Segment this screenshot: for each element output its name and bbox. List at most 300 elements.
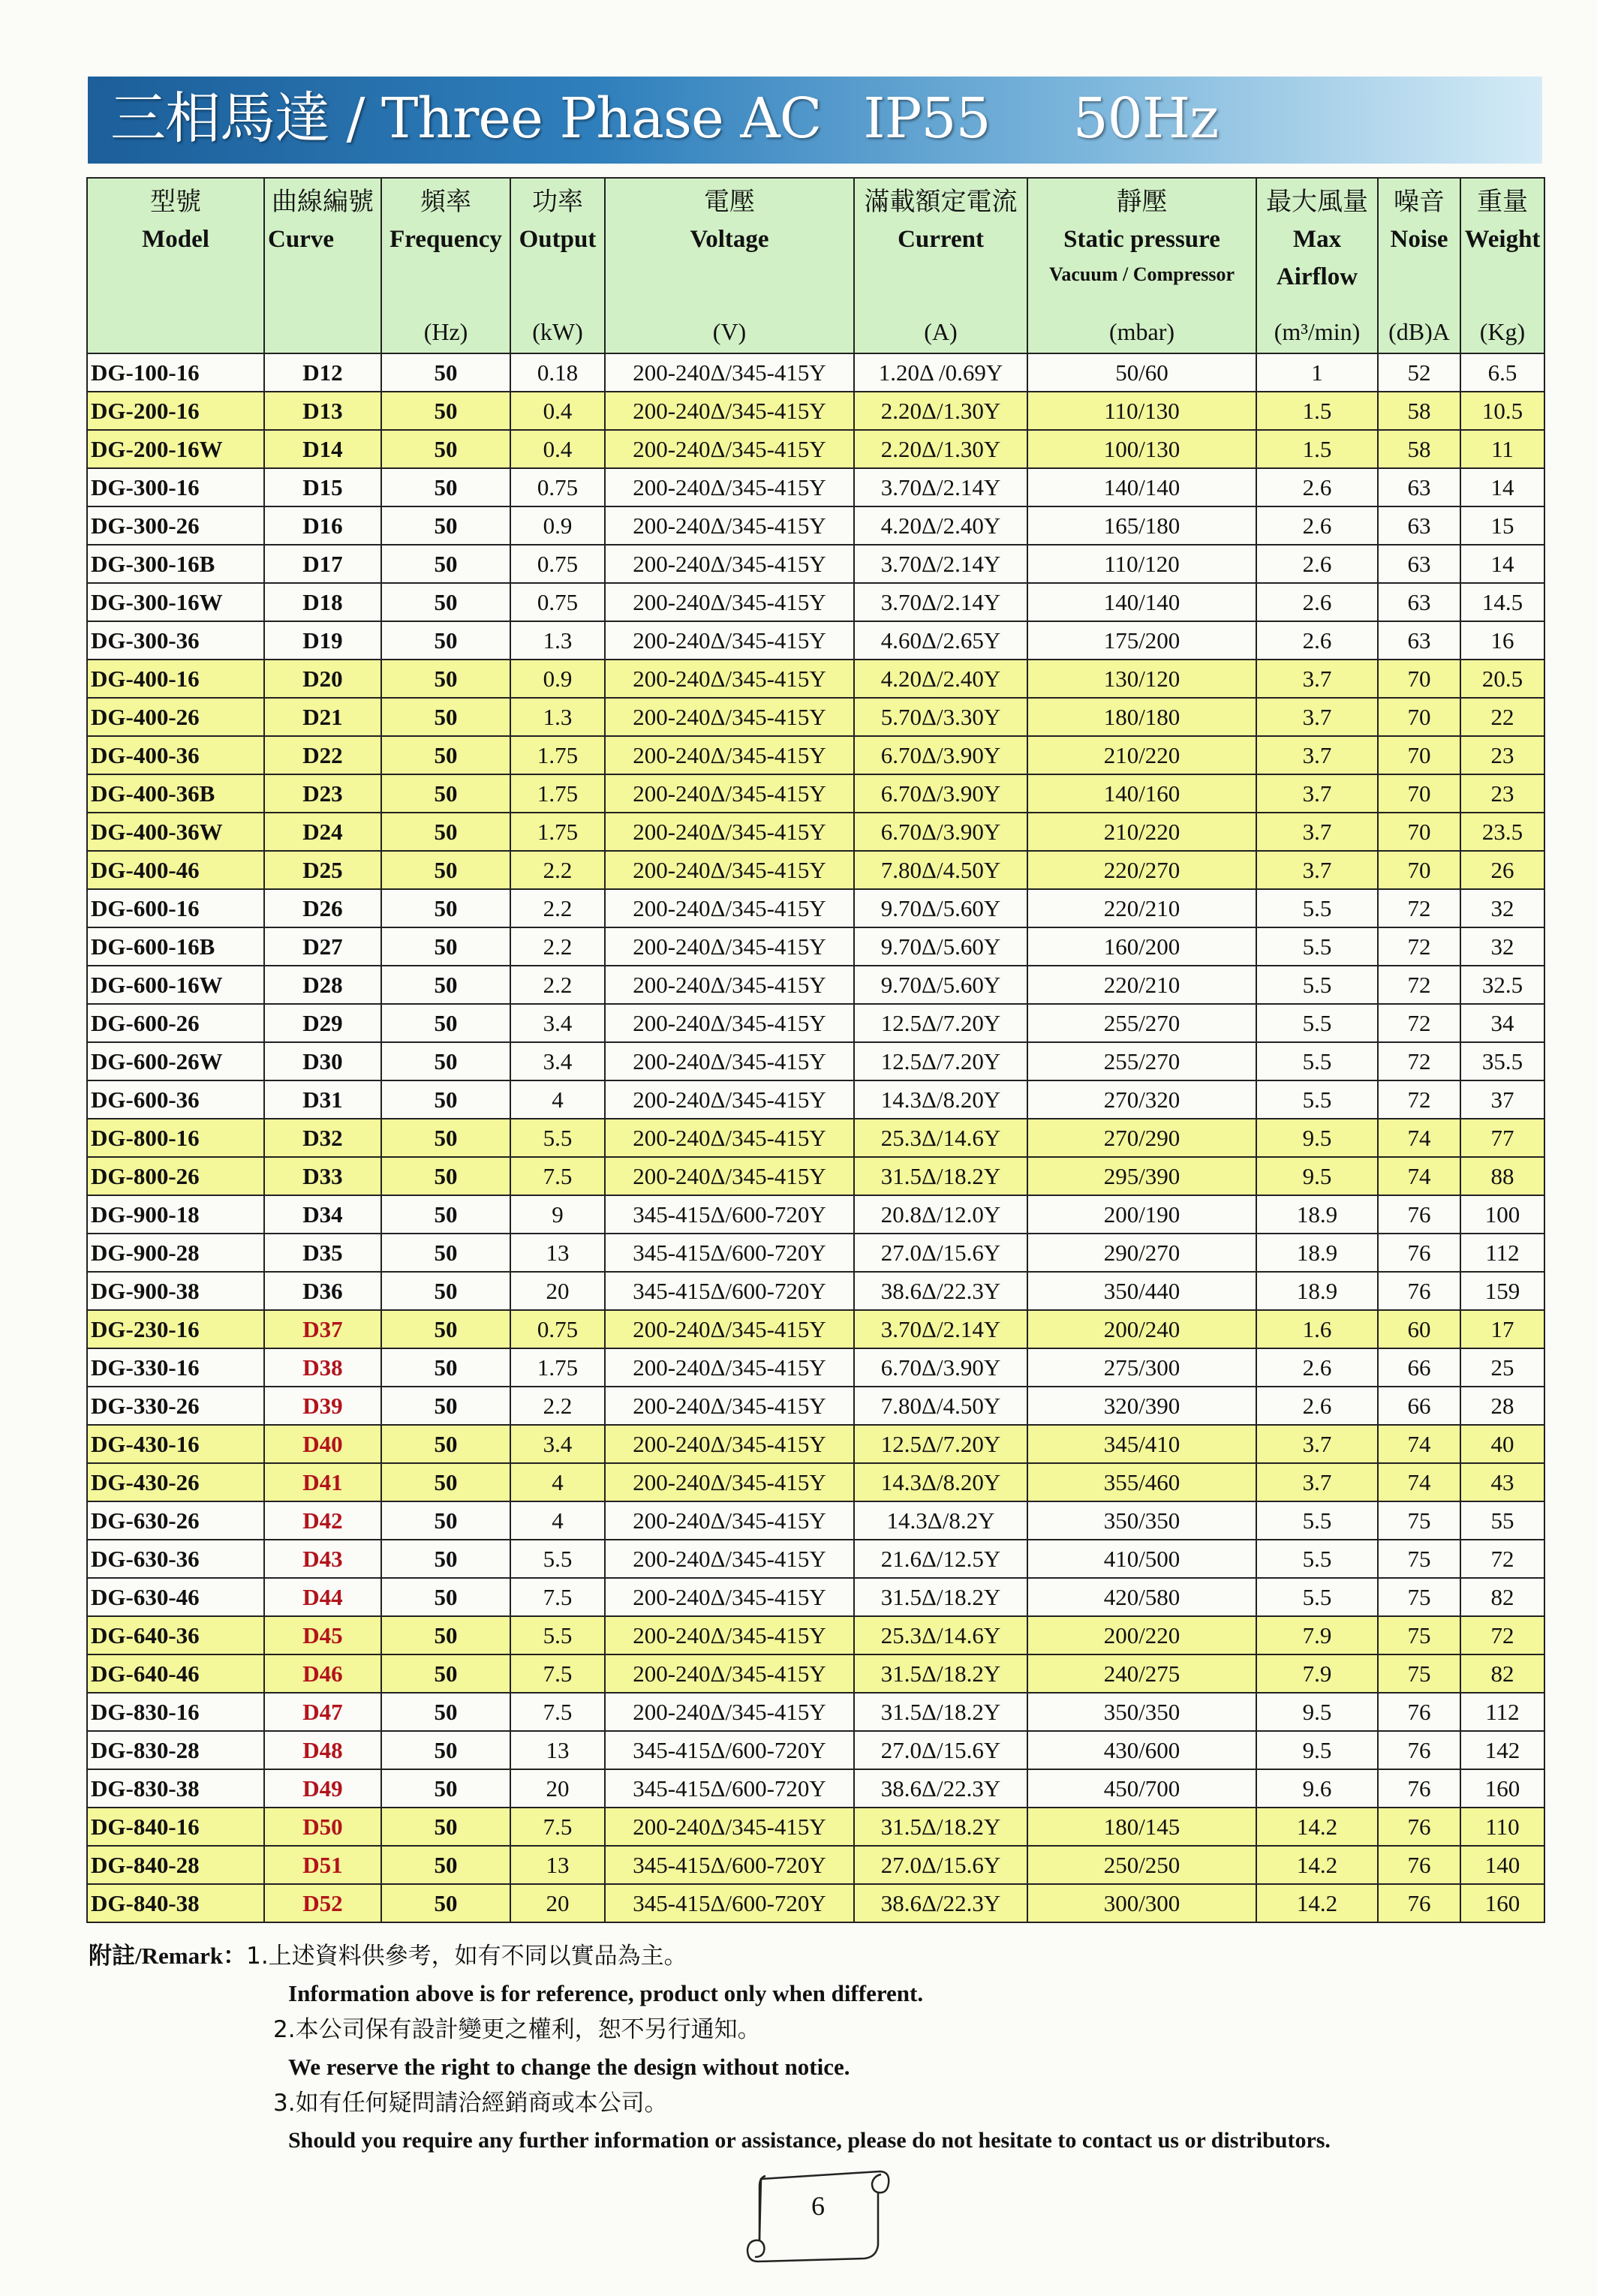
current-cell: 14.3Δ/8.20Y: [854, 1463, 1027, 1501]
table-row: [87, 774, 1544, 813]
remark-2-cn: 2.本公司保有設計變更之權利，恕不另行通知。: [273, 2016, 761, 2043]
pressure-cell: 320/390: [1027, 1387, 1256, 1425]
frequency-cell: 50: [381, 698, 510, 736]
frequency-cell: 50: [381, 353, 510, 392]
weight-cell: 72: [1460, 1540, 1544, 1578]
current-cell: 4.20Δ/2.40Y: [854, 660, 1027, 698]
output-cell: 7.5: [510, 1578, 605, 1616]
table-row: [87, 1119, 1544, 1157]
table-header-row: [87, 178, 1544, 353]
weight-cell: 23: [1460, 736, 1544, 774]
table-row: [87, 1310, 1544, 1348]
weight-cell: 32: [1460, 889, 1544, 927]
current-cell: 14.3Δ/8.2Y: [854, 1501, 1027, 1540]
noise-cell: 63: [1378, 468, 1460, 506]
voltage-cell: 200-240Δ/345-415Y: [605, 1501, 854, 1540]
model-cell: DG-600-36: [87, 1080, 264, 1119]
curve-cell: D18: [264, 583, 381, 621]
current-cell: 3.70Δ/2.14Y: [854, 583, 1027, 621]
model-cell: DG-300-16B: [87, 545, 264, 583]
header-current: 滿載額定電流 Current (A): [854, 178, 1027, 353]
airflow-cell: 5.5: [1256, 927, 1378, 966]
airflow-cell: 18.9: [1256, 1195, 1378, 1234]
pressure-cell: 220/210: [1027, 966, 1256, 1004]
frequency-cell: 50: [381, 1463, 510, 1501]
airflow-cell: 5.5: [1256, 1540, 1378, 1578]
output-cell: 0.75: [510, 468, 605, 506]
voltage-cell: 200-240Δ/345-415Y: [605, 1808, 854, 1846]
pressure-cell: 140/140: [1027, 583, 1256, 621]
weight-cell: 142: [1460, 1731, 1544, 1769]
model-cell: DG-630-26: [87, 1501, 264, 1540]
table-row: [87, 583, 1544, 621]
current-cell: 12.5Δ/7.20Y: [854, 1425, 1027, 1463]
table-row: [87, 1693, 1544, 1731]
current-cell: 27.0Δ/15.6Y: [854, 1731, 1027, 1769]
pressure-cell: 450/700: [1027, 1769, 1256, 1808]
frequency-cell: 50: [381, 1348, 510, 1387]
table-row: [87, 1463, 1544, 1501]
model-cell: DG-900-28: [87, 1234, 264, 1272]
frequency-cell: 50: [381, 1769, 510, 1808]
frequency-cell: 50: [381, 774, 510, 813]
airflow-cell: 5.5: [1256, 889, 1378, 927]
noise-cell: 72: [1378, 966, 1460, 1004]
table-row: [87, 545, 1544, 583]
curve-cell: D24: [264, 813, 381, 851]
current-cell: 6.70Δ/3.90Y: [854, 813, 1027, 851]
table-row: [87, 966, 1544, 1004]
table-row: [87, 1348, 1544, 1387]
table-body: [87, 353, 1544, 1922]
table-row: [87, 1808, 1544, 1846]
current-cell: 9.70Δ/5.60Y: [854, 889, 1027, 927]
voltage-cell: 345-415Δ/600-720Y: [605, 1234, 854, 1272]
noise-cell: 72: [1378, 1080, 1460, 1119]
header-weight: 重量 Weight (Kg): [1460, 178, 1544, 353]
noise-cell: 63: [1378, 545, 1460, 583]
noise-cell: 58: [1378, 430, 1460, 468]
model-cell: DG-400-26: [87, 698, 264, 736]
table-row: [87, 392, 1544, 430]
table-row: [87, 1080, 1544, 1119]
curve-cell: D52: [264, 1884, 381, 1922]
airflow-cell: 1: [1256, 353, 1378, 392]
noise-cell: 75: [1378, 1501, 1460, 1540]
pressure-cell: 140/160: [1027, 774, 1256, 813]
weight-cell: 160: [1460, 1884, 1544, 1922]
airflow-cell: 14.2: [1256, 1808, 1378, 1846]
weight-cell: 23: [1460, 774, 1544, 813]
model-cell: DG-600-26: [87, 1004, 264, 1042]
output-cell: 1.75: [510, 774, 605, 813]
frequency-cell: 50: [381, 468, 510, 506]
output-cell: 4: [510, 1463, 605, 1501]
curve-cell: D47: [264, 1693, 381, 1731]
curve-cell: D32: [264, 1119, 381, 1157]
output-cell: 4: [510, 1080, 605, 1119]
weight-cell: 6.5: [1460, 353, 1544, 392]
frequency-cell: 50: [381, 1616, 510, 1654]
voltage-cell: 200-240Δ/345-415Y: [605, 583, 854, 621]
output-cell: 1.75: [510, 813, 605, 851]
banner-title: [110, 81, 1218, 156]
noise-cell: 72: [1378, 889, 1460, 927]
noise-cell: 74: [1378, 1463, 1460, 1501]
voltage-cell: 200-240Δ/345-415Y: [605, 468, 854, 506]
pressure-cell: 180/180: [1027, 698, 1256, 736]
frequency-cell: 50: [381, 1654, 510, 1693]
frequency-cell: 50: [381, 1808, 510, 1846]
voltage-cell: 345-415Δ/600-720Y: [605, 1731, 854, 1769]
voltage-cell: 200-240Δ/345-415Y: [605, 698, 854, 736]
pressure-cell: 290/270: [1027, 1234, 1256, 1272]
voltage-cell: 200-240Δ/345-415Y: [605, 1463, 854, 1501]
pressure-cell: 410/500: [1027, 1540, 1256, 1578]
output-cell: 3.4: [510, 1042, 605, 1080]
weight-cell: 112: [1460, 1693, 1544, 1731]
current-cell: 27.0Δ/15.6Y: [854, 1846, 1027, 1884]
airflow-cell: 3.7: [1256, 851, 1378, 889]
noise-cell: 76: [1378, 1808, 1460, 1846]
pressure-cell: 275/300: [1027, 1348, 1256, 1387]
voltage-cell: 200-240Δ/345-415Y: [605, 851, 854, 889]
airflow-cell: 2.6: [1256, 506, 1378, 545]
airflow-cell: 5.5: [1256, 1080, 1378, 1119]
model-cell: DG-830-16: [87, 1693, 264, 1731]
pressure-cell: 140/140: [1027, 468, 1256, 506]
frequency-cell: 50: [381, 1004, 510, 1042]
table-row: [87, 1272, 1544, 1310]
current-cell: 20.8Δ/12.0Y: [854, 1195, 1027, 1234]
frequency-cell: 50: [381, 583, 510, 621]
output-cell: 1.3: [510, 621, 605, 660]
model-cell: DG-400-36B: [87, 774, 264, 813]
frequency-cell: 50: [381, 1080, 510, 1119]
voltage-cell: 200-240Δ/345-415Y: [605, 927, 854, 966]
table-row: [87, 1195, 1544, 1234]
table-row: [87, 468, 1544, 506]
airflow-cell: 1.5: [1256, 392, 1378, 430]
pressure-cell: 300/300: [1027, 1884, 1256, 1922]
current-cell: 9.70Δ/5.60Y: [854, 927, 1027, 966]
model-cell: DG-400-16: [87, 660, 264, 698]
voltage-cell: 200-240Δ/345-415Y: [605, 506, 854, 545]
noise-cell: 70: [1378, 851, 1460, 889]
weight-cell: 15: [1460, 506, 1544, 545]
current-cell: 25.3Δ/14.6Y: [854, 1616, 1027, 1654]
weight-cell: 14: [1460, 545, 1544, 583]
curve-cell: D22: [264, 736, 381, 774]
table-row: [87, 1731, 1544, 1769]
airflow-cell: 3.7: [1256, 774, 1378, 813]
frequency-cell: 50: [381, 927, 510, 966]
voltage-cell: 200-240Δ/345-415Y: [605, 1616, 854, 1654]
pressure-cell: 130/120: [1027, 660, 1256, 698]
frequency-cell: 50: [381, 506, 510, 545]
weight-cell: 22: [1460, 698, 1544, 736]
table-row: [87, 430, 1544, 468]
weight-cell: 14.5: [1460, 583, 1544, 621]
airflow-cell: 5.5: [1256, 1042, 1378, 1080]
table-row: [87, 506, 1544, 545]
remark-1-cn: 附註/Remark：1.上述資料供參考，如有不同以實品為主。: [89, 1943, 687, 1970]
noise-cell: 63: [1378, 583, 1460, 621]
table-row: [87, 1425, 1544, 1463]
airflow-cell: 2.6: [1256, 545, 1378, 583]
header-frequency: 頻率 Frequency (Hz): [381, 178, 510, 353]
curve-cell: D36: [264, 1272, 381, 1310]
pressure-cell: 175/200: [1027, 621, 1256, 660]
output-cell: 1.75: [510, 736, 605, 774]
pressure-cell: 355/460: [1027, 1463, 1256, 1501]
model-cell: DG-100-16: [87, 353, 264, 392]
model-cell: DG-600-26W: [87, 1042, 264, 1080]
output-cell: 0.75: [510, 545, 605, 583]
table-row: [87, 1234, 1544, 1272]
airflow-cell: 2.6: [1256, 583, 1378, 621]
model-cell: DG-400-36W: [87, 813, 264, 851]
model-cell: DG-600-16W: [87, 966, 264, 1004]
model-cell: DG-640-36: [87, 1616, 264, 1654]
model-cell: DG-630-46: [87, 1578, 264, 1616]
noise-cell: 76: [1378, 1731, 1460, 1769]
current-cell: 31.5Δ/18.2Y: [854, 1578, 1027, 1616]
noise-cell: 70: [1378, 698, 1460, 736]
output-cell: 3.4: [510, 1425, 605, 1463]
weight-cell: 112: [1460, 1234, 1544, 1272]
frequency-cell: 50: [381, 1846, 510, 1884]
page-number-scroll: [743, 2161, 893, 2266]
airflow-cell: 9.5: [1256, 1157, 1378, 1195]
model-cell: DG-400-46: [87, 851, 264, 889]
frequency-cell: 50: [381, 1540, 510, 1578]
output-cell: 4: [510, 1501, 605, 1540]
pressure-cell: 350/350: [1027, 1501, 1256, 1540]
noise-cell: 66: [1378, 1387, 1460, 1425]
frequency-cell: 50: [381, 813, 510, 851]
noise-cell: 52: [1378, 353, 1460, 392]
remarks: [89, 1937, 1559, 2159]
voltage-cell: 345-415Δ/600-720Y: [605, 1272, 854, 1310]
model-cell: DG-900-18: [87, 1195, 264, 1234]
table-row: [87, 927, 1544, 966]
voltage-cell: 200-240Δ/345-415Y: [605, 1004, 854, 1042]
remark-label: 附註/Remark：: [89, 1943, 247, 1969]
curve-cell: D26: [264, 889, 381, 927]
pressure-cell: 420/580: [1027, 1578, 1256, 1616]
curve-cell: D12: [264, 353, 381, 392]
curve-cell: D29: [264, 1004, 381, 1042]
frequency-cell: 50: [381, 966, 510, 1004]
pressure-cell: 270/320: [1027, 1080, 1256, 1119]
output-cell: 0.18: [510, 353, 605, 392]
noise-cell: 74: [1378, 1425, 1460, 1463]
output-cell: 13: [510, 1846, 605, 1884]
model-cell: DG-830-28: [87, 1731, 264, 1769]
noise-cell: 76: [1378, 1234, 1460, 1272]
weight-cell: 100: [1460, 1195, 1544, 1234]
airflow-cell: 1.5: [1256, 430, 1378, 468]
voltage-cell: 200-240Δ/345-415Y: [605, 1310, 854, 1348]
pressure-cell: 100/130: [1027, 430, 1256, 468]
noise-cell: 70: [1378, 660, 1460, 698]
frequency-cell: 50: [381, 1884, 510, 1922]
pressure-cell: 240/275: [1027, 1654, 1256, 1693]
table-row: [87, 353, 1544, 392]
title-banner: [88, 77, 1542, 164]
weight-cell: 82: [1460, 1578, 1544, 1616]
title-cn: 三相馬達: [110, 86, 329, 151]
airflow-cell: 14.2: [1256, 1884, 1378, 1922]
noise-cell: 75: [1378, 1540, 1460, 1578]
output-cell: 20: [510, 1884, 605, 1922]
airflow-cell: 2.6: [1256, 1387, 1378, 1425]
weight-cell: 82: [1460, 1654, 1544, 1693]
frequency-cell: 50: [381, 1042, 510, 1080]
curve-cell: D31: [264, 1080, 381, 1119]
pressure-cell: 210/220: [1027, 736, 1256, 774]
model-cell: DG-430-16: [87, 1425, 264, 1463]
curve-cell: D37: [264, 1310, 381, 1348]
output-cell: 1.3: [510, 698, 605, 736]
header-voltage: 電壓 Voltage (V): [605, 178, 854, 353]
weight-cell: 16: [1460, 621, 1544, 660]
table-row: [87, 1578, 1544, 1616]
header-static-pressure: 靜壓 Static pressure Vacuum / Compressor (mbar): [1027, 178, 1256, 353]
pressure-cell: 200/220: [1027, 1616, 1256, 1654]
curve-cell: D21: [264, 698, 381, 736]
airflow-cell: 3.7: [1256, 813, 1378, 851]
header-curve: 曲線編號 Curve: [264, 178, 381, 353]
current-cell: 7.80Δ/4.50Y: [854, 851, 1027, 889]
weight-cell: 34: [1460, 1004, 1544, 1042]
table-row: [87, 1387, 1544, 1425]
airflow-cell: 18.9: [1256, 1272, 1378, 1310]
model-cell: DG-840-38: [87, 1884, 264, 1922]
voltage-cell: 200-240Δ/345-415Y: [605, 1578, 854, 1616]
current-cell: 6.70Δ/3.90Y: [854, 1348, 1027, 1387]
airflow-cell: 3.7: [1256, 1425, 1378, 1463]
weight-cell: 25: [1460, 1348, 1544, 1387]
output-cell: 13: [510, 1234, 605, 1272]
current-cell: 27.0Δ/15.6Y: [854, 1234, 1027, 1272]
weight-cell: 32: [1460, 927, 1544, 966]
remark-2-en: We reserve the right to change the design without notice.: [288, 2054, 850, 2080]
noise-cell: 70: [1378, 813, 1460, 851]
output-cell: 3.4: [510, 1004, 605, 1042]
model-cell: DG-800-26: [87, 1157, 264, 1195]
pressure-cell: 350/350: [1027, 1693, 1256, 1731]
table-row: [87, 889, 1544, 927]
weight-cell: 37: [1460, 1080, 1544, 1119]
noise-cell: 70: [1378, 736, 1460, 774]
model-cell: DG-300-36: [87, 621, 264, 660]
model-cell: DG-330-26: [87, 1387, 264, 1425]
voltage-cell: 200-240Δ/345-415Y: [605, 1693, 854, 1731]
pressure-cell: 270/290: [1027, 1119, 1256, 1157]
frequency-cell: 50: [381, 889, 510, 927]
frequency-cell: 50: [381, 1425, 510, 1463]
table-row: [87, 736, 1544, 774]
current-cell: 12.5Δ/7.20Y: [854, 1042, 1027, 1080]
output-cell: 0.75: [510, 583, 605, 621]
table-row: [87, 1157, 1544, 1195]
voltage-cell: 345-415Δ/600-720Y: [605, 1846, 854, 1884]
noise-cell: 75: [1378, 1578, 1460, 1616]
noise-cell: 76: [1378, 1769, 1460, 1808]
output-cell: 9: [510, 1195, 605, 1234]
current-cell: 38.6Δ/22.3Y: [854, 1884, 1027, 1922]
output-cell: 2.2: [510, 966, 605, 1004]
title-en: / Three Phase AC: [329, 86, 822, 151]
pressure-cell: 110/130: [1027, 392, 1256, 430]
frequency-cell: 50: [381, 545, 510, 583]
airflow-cell: 3.7: [1256, 698, 1378, 736]
curve-cell: D35: [264, 1234, 381, 1272]
model-cell: DG-200-16W: [87, 430, 264, 468]
airflow-cell: 3.7: [1256, 660, 1378, 698]
curve-cell: D49: [264, 1769, 381, 1808]
curve-cell: D44: [264, 1578, 381, 1616]
current-cell: 12.5Δ/7.20Y: [854, 1004, 1027, 1042]
curve-cell: D19: [264, 621, 381, 660]
noise-cell: 70: [1378, 774, 1460, 813]
output-cell: 0.4: [510, 430, 605, 468]
noise-cell: 75: [1378, 1654, 1460, 1693]
weight-cell: 88: [1460, 1157, 1544, 1195]
pressure-cell: 200/190: [1027, 1195, 1256, 1234]
airflow-cell: 14.2: [1256, 1846, 1378, 1884]
noise-cell: 76: [1378, 1195, 1460, 1234]
header-max-airflow: 最大風量 Max Airflow (m³/min): [1256, 178, 1378, 353]
voltage-cell: 200-240Δ/345-415Y: [605, 660, 854, 698]
weight-cell: 11: [1460, 430, 1544, 468]
table-row: [87, 1540, 1544, 1578]
curve-cell: D20: [264, 660, 381, 698]
airflow-cell: 2.6: [1256, 468, 1378, 506]
frequency-cell: 50: [381, 621, 510, 660]
weight-cell: 160: [1460, 1769, 1544, 1808]
noise-cell: 76: [1378, 1846, 1460, 1884]
curve-cell: D42: [264, 1501, 381, 1540]
remark-3-cn: 3.如有任何疑問請洽經銷商或本公司。: [273, 2090, 668, 2117]
output-cell: 0.9: [510, 660, 605, 698]
output-cell: 2.2: [510, 889, 605, 927]
airflow-cell: 9.5: [1256, 1731, 1378, 1769]
curve-cell: D13: [264, 392, 381, 430]
output-cell: 5.5: [510, 1540, 605, 1578]
table-row: [87, 660, 1544, 698]
noise-cell: 58: [1378, 392, 1460, 430]
model-cell: DG-840-28: [87, 1846, 264, 1884]
airflow-cell: 18.9: [1256, 1234, 1378, 1272]
voltage-cell: 200-240Δ/345-415Y: [605, 966, 854, 1004]
voltage-cell: 200-240Δ/345-415Y: [605, 774, 854, 813]
noise-cell: 63: [1378, 621, 1460, 660]
airflow-cell: 3.7: [1256, 1463, 1378, 1501]
output-cell: 5.5: [510, 1616, 605, 1654]
curve-cell: D50: [264, 1808, 381, 1846]
output-cell: 7.5: [510, 1693, 605, 1731]
noise-cell: 72: [1378, 1004, 1460, 1042]
weight-cell: 28: [1460, 1387, 1544, 1425]
pressure-cell: 220/270: [1027, 851, 1256, 889]
current-cell: 38.6Δ/22.3Y: [854, 1769, 1027, 1808]
pressure-cell: 350/440: [1027, 1272, 1256, 1310]
table-row: [87, 698, 1544, 736]
table-row: [87, 1004, 1544, 1042]
